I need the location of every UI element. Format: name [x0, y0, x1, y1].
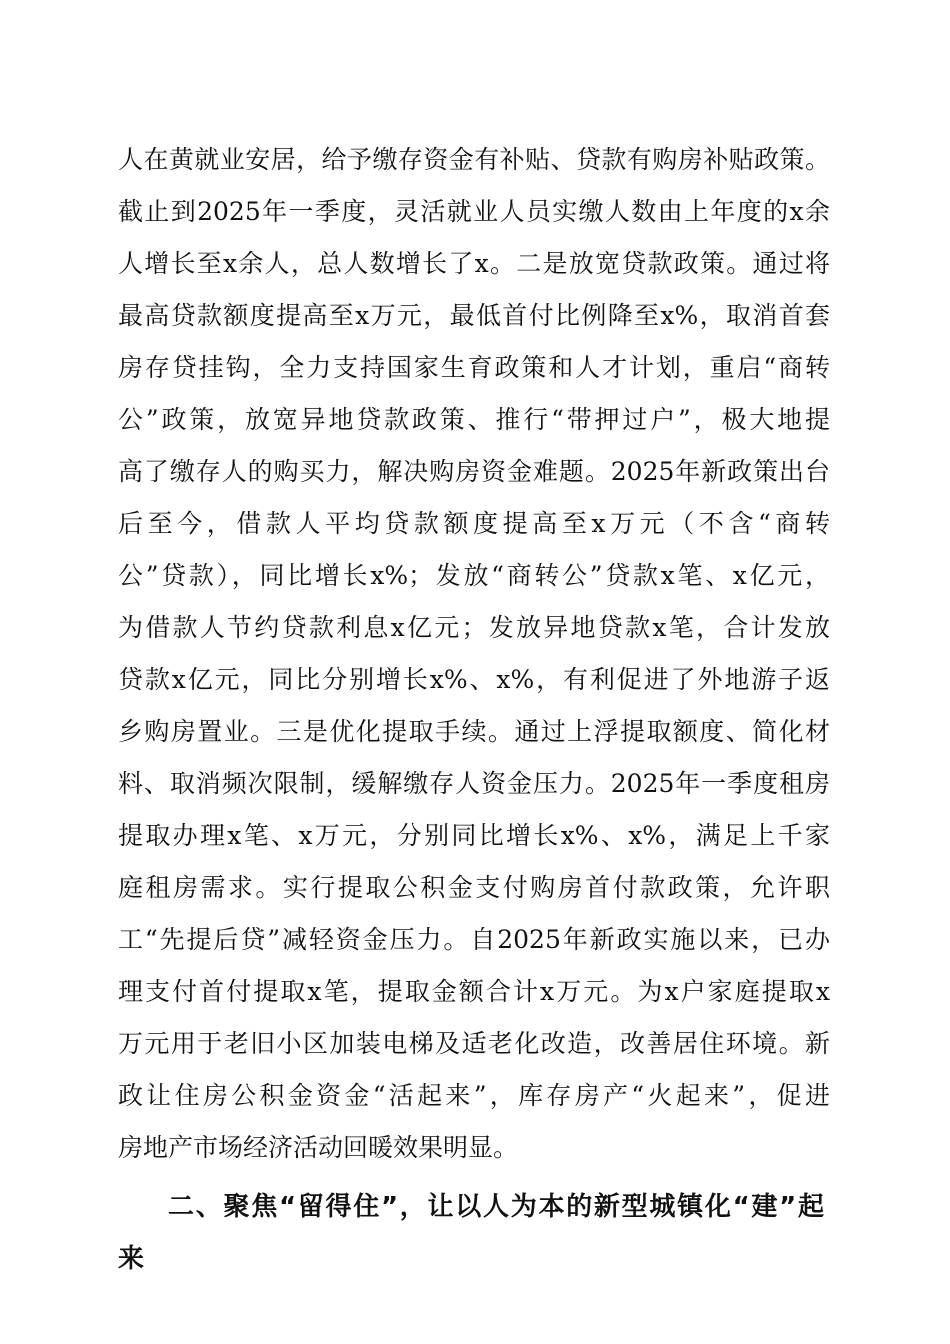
paragraph-line-9: 公”贷款），同比增长x%；发放“商转公”贷款x笔、x亿元， — [118, 561, 830, 590]
paragraph-line-19: 政让住房公积金资金“活起来”，库存房产“火起来”，促进 — [118, 1081, 830, 1110]
section-heading-line-1: 二、聚焦“留得住”，让以人为本的新型城镇化“建”起 — [168, 1192, 824, 1222]
paragraph-line-12: 乡购房置业。三是优化提取手续。通过上浮提取额度、简化材 — [118, 717, 830, 746]
paragraph-line-3: 人增长至x余人，总人数增长了x。二是放宽贷款政策。通过将 — [118, 249, 830, 278]
section-heading-line-2: 来 — [118, 1244, 145, 1274]
paragraph-line-13: 料、取消频次限制，缓解缴存人资金压力。2025年一季度租房 — [118, 769, 830, 798]
paragraph-line-14: 提取办理x笔、x万元，分别同比增长x%、x%，满足上千家 — [118, 821, 830, 850]
paragraph-line-7: 高了缴存人的购买力，解决购房资金难题。2025年新政策出台 — [118, 457, 830, 486]
paragraph-line-8: 后至今，借款人平均贷款额度提高至x万元（不含“商转 — [118, 509, 830, 538]
paragraph-line-10: 为借款人节约贷款利息x亿元；发放异地贷款x笔，合计发放 — [118, 613, 830, 642]
paragraph-line-4: 最高贷款额度提高至x万元，最低首付比例降至x%，取消首套 — [118, 301, 830, 330]
paragraph-line-2: 截止到2025年一季度，灵活就业人员实缴人数由上年度的x余 — [118, 197, 830, 226]
paragraph-line-18: 万元用于老旧小区加装电梯及适老化改造，改善居住环境。新 — [118, 1029, 830, 1058]
paragraph-line-15: 庭租房需求。实行提取公积金支付购房首付款政策，允许职 — [118, 873, 830, 902]
paragraph-line-17: 理支付首付提取x笔，提取金额合计x万元。为x户家庭提取x — [118, 977, 830, 1006]
paragraph-line-11: 贷款x亿元，同比分别增长x%、x%，有利促进了外地游子返 — [118, 665, 830, 694]
paragraph-line-1: 人在黄就业安居，给予缴存资金有补贴、贷款有购房补贴政策。 — [118, 145, 830, 174]
paragraph-line-20: 房地产市场经济活动回暖效果明显。 — [118, 1133, 519, 1162]
paragraph-line-6: 公”政策，放宽异地贷款政策、推行“带押过户”，极大地提 — [118, 405, 830, 434]
paragraph-line-5: 房存贷挂钩，全力支持国家生育政策和人才计划，重启“商转 — [118, 353, 830, 382]
paragraph-line-16: 工“先提后贷”减轻资金压力。自2025年新政实施以来，已办 — [118, 925, 830, 954]
